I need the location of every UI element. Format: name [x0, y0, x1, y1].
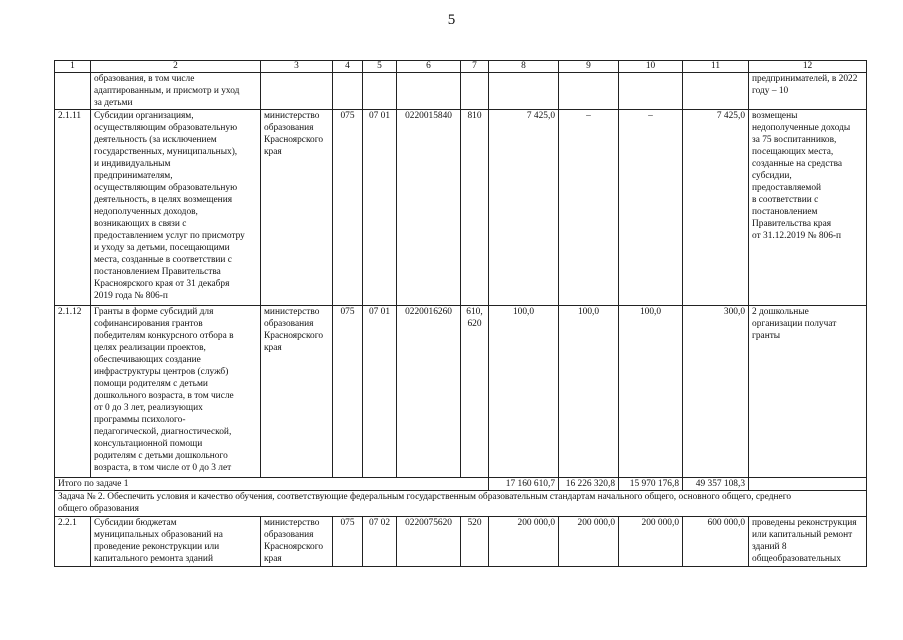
amount-year-2: 200 000,0 — [559, 517, 619, 567]
responsible-ministry: министерство образования Красноярского края — [261, 306, 333, 478]
column-number-header-row — [55, 61, 867, 73]
measure-row-2-1-12 — [55, 306, 867, 478]
column-header: 10 — [619, 61, 683, 73]
column-header: 4 — [333, 61, 363, 73]
amount-year-1: 200 000,0 — [489, 517, 559, 567]
amount-total: 7 425,0 — [683, 110, 749, 306]
measure-code: 2.1.12 — [55, 306, 91, 478]
grbs-code: 075 — [333, 110, 363, 306]
target-article-code: 0220075620 — [397, 517, 461, 567]
task-1-total-row — [55, 478, 867, 491]
responsible-ministry: министерство образования Красноярского края — [261, 110, 333, 306]
continuation-row — [55, 73, 867, 110]
column-header: 9 — [559, 61, 619, 73]
column-header: 3 — [261, 61, 333, 73]
amount-year-1: 7 425,0 — [489, 110, 559, 306]
expected-result: проведены реконструкция или капитальный ремонт зданий 8 общеобразовательных — [749, 517, 867, 567]
task-2-heading: Задача № 2. Обеспечить условия и качество обучения, соответствующие федеральным государственным образовательным стандартам начального общего, основного общего, среднего общего образования — [55, 491, 867, 517]
amount-year-3: – — [619, 110, 683, 306]
responsible-ministry: министерство образования Красноярского края — [261, 517, 333, 567]
task-2-heading-row — [55, 491, 867, 517]
expected-result: 2 дошкольные организации получат гранты — [749, 306, 867, 478]
amount-total: 600 000,0 — [683, 517, 749, 567]
column-header: 6 — [397, 61, 461, 73]
expected-result: предпринимателей, в 2022 году – 10 — [749, 73, 867, 110]
measure-code: 2.1.11 — [55, 110, 91, 306]
target-article-code: 0220016260 — [397, 306, 461, 478]
target-article-code: 0220015840 — [397, 110, 461, 306]
section-code: 07 02 — [363, 517, 397, 567]
grbs-code: 075 — [333, 306, 363, 478]
section-code: 07 01 — [363, 110, 397, 306]
column-header: 7 — [461, 61, 489, 73]
measure-code: 2.2.1 — [55, 517, 91, 567]
column-header: 5 — [363, 61, 397, 73]
section-code: 07 01 — [363, 306, 397, 478]
amount-year-3: 100,0 — [619, 306, 683, 478]
measure-description: образования, в том числе адаптированным, и присмотр и уход за детьми — [91, 73, 261, 110]
expense-type-code: 520 — [461, 517, 489, 567]
amount-year-2: – — [559, 110, 619, 306]
amount-year-1: 100,0 — [489, 306, 559, 478]
measure-row-2-2-1 — [55, 517, 867, 567]
task-total-sum: 49 357 108,3 — [683, 478, 749, 491]
measure-row-2-1-11 — [55, 110, 867, 306]
column-header: 2 — [91, 61, 261, 73]
amount-year-3: 200 000,0 — [619, 517, 683, 567]
measure-description: Субсидии организациям, осуществляющим образовательную деятельность (за исключением государственных, муниципальных), и индивидуальным предпринимателям, осуществляющим образовательную деятельность, в целях возмещения недополученных доходов, возникающих в связи с предоставлением услуг по присмотру и уходу за детьми, посещающими места, созданные в соответствии с постановлением Правительства Красноярского края от 31 декабря 2019 года № 806-п — [91, 110, 261, 306]
expense-type-code: 610, 620 — [461, 306, 489, 478]
expense-type-code: 810 — [461, 110, 489, 306]
task-total-year-1: 17 160 610,7 — [489, 478, 559, 491]
expected-result: возмещены недополученные доходы за 75 воспитанников, посещающих места, созданные на средства субсидии, предоставляемой в соответствии с постановлением Правительства края от 31.12.2019 № 806-п — [749, 110, 867, 306]
column-header: 12 — [749, 61, 867, 73]
column-header: 8 — [489, 61, 559, 73]
column-header: 11 — [683, 61, 749, 73]
task-total-year-2: 16 226 320,8 — [559, 478, 619, 491]
measure-description: Субсидии бюджетам муниципальных образований на проведение реконструкции или капитального ремонта зданий — [91, 517, 261, 567]
amount-total: 300,0 — [683, 306, 749, 478]
column-header: 1 — [55, 61, 91, 73]
measure-description: Гранты в форме субсидий для софинансирования грантов победителям конкурсного отбора в целях реализации проектов, обеспечивающих создание инфраструктуры центров (служб) помощи родителям с детьми дошкольного возраста, в том числе от 0 до 3 лет, реализующих программы психолого- педагогической, диагностической, консультационной помощи родителям с детьми дошкольного возраста, в том числе от 0 до 3 лет — [91, 306, 261, 478]
task-total-label: Итого по задаче 1 — [55, 478, 489, 491]
program-measures-table — [54, 60, 867, 567]
page-number: 5 — [447, 12, 456, 28]
amount-year-2: 100,0 — [559, 306, 619, 478]
grbs-code: 075 — [333, 517, 363, 567]
task-total-year-3: 15 970 176,8 — [619, 478, 683, 491]
